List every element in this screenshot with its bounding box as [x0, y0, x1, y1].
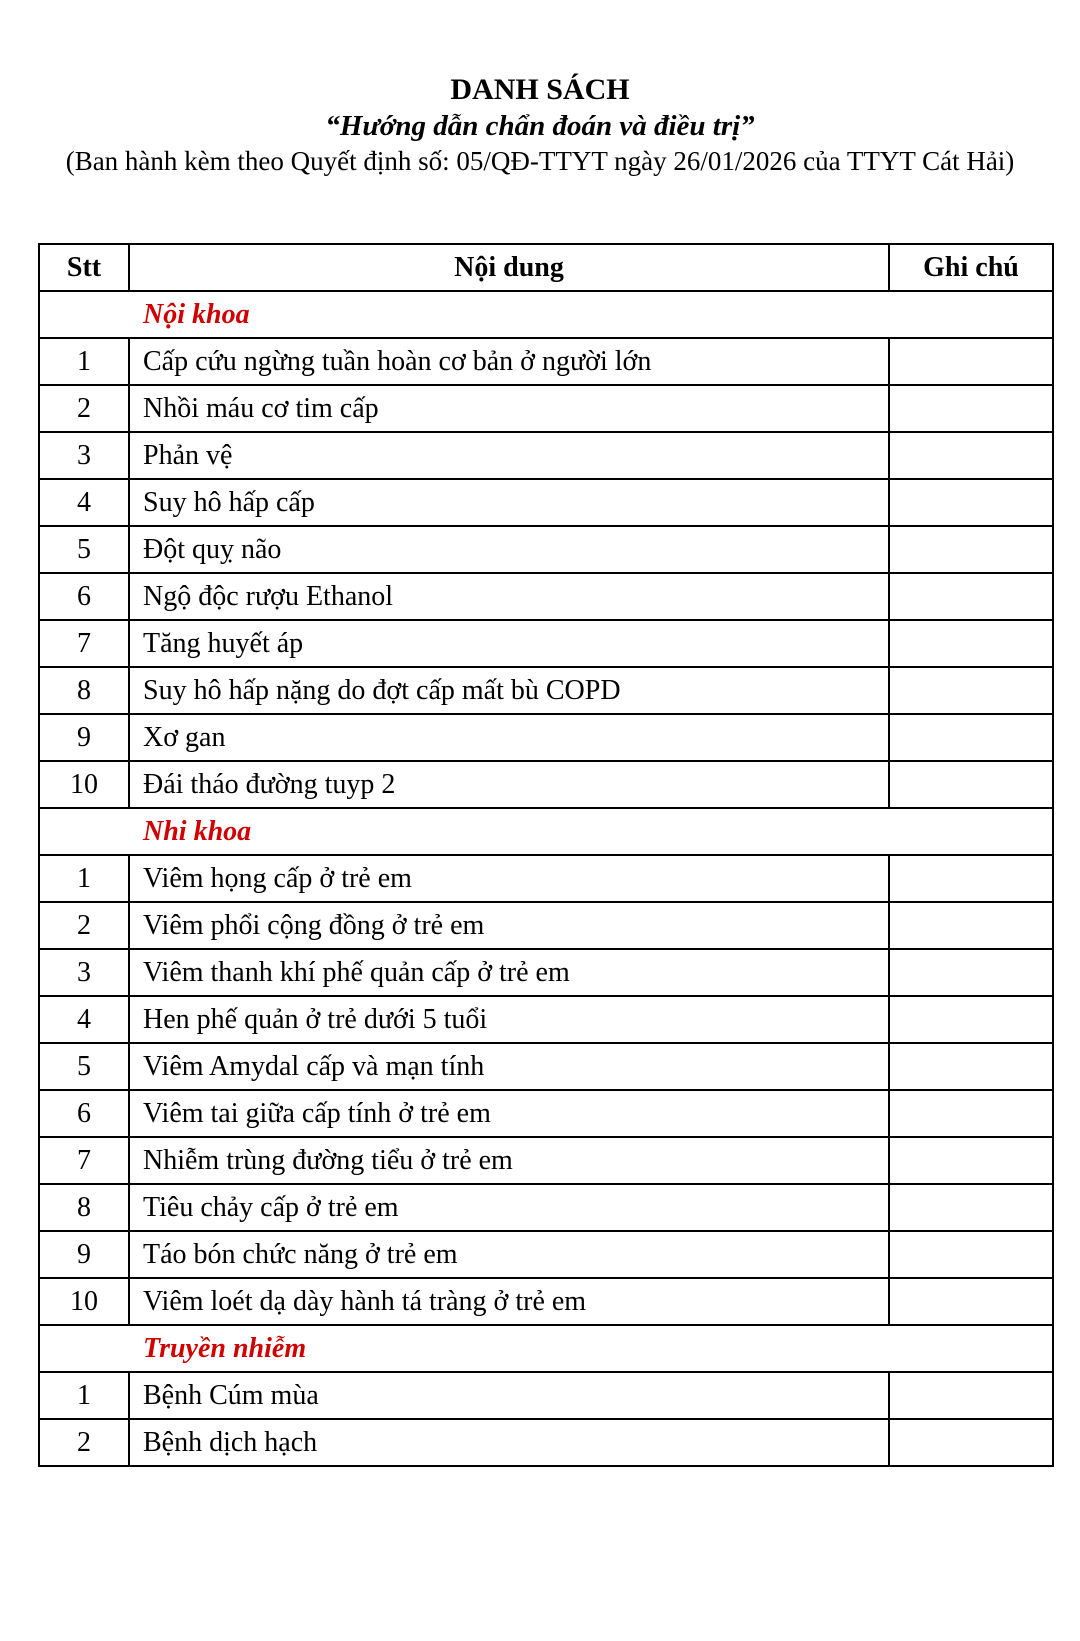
table-row	[39, 902, 1053, 949]
row-content: Bệnh Cúm mùa	[129, 1372, 889, 1419]
row-note	[889, 1278, 1053, 1325]
row-note	[889, 996, 1053, 1043]
document-title: DANH SÁCH	[450, 73, 630, 106]
row-content: Đột quỵ não	[129, 526, 889, 573]
row-number: 6	[39, 1090, 129, 1137]
table-row	[39, 1419, 1053, 1466]
row-note	[889, 1090, 1053, 1137]
row-note	[889, 949, 1053, 996]
table-row	[39, 526, 1053, 573]
row-content: Đái tháo đường tuyp 2	[129, 761, 889, 808]
table-row	[39, 479, 1053, 526]
section-row	[39, 291, 1053, 338]
document-subtitle: “Hướng dẫn chẩn đoán và điều trị”	[325, 110, 755, 142]
row-number: 9	[39, 1231, 129, 1278]
table-row	[39, 855, 1053, 902]
row-content: Viêm thanh khí phế quản cấp ở trẻ em	[129, 949, 889, 996]
row-note	[889, 479, 1053, 526]
row-number: 2	[39, 1419, 129, 1466]
row-content: Xơ gan	[129, 714, 889, 761]
row-content: Viêm loét dạ dày hành tá tràng ở trẻ em	[129, 1278, 889, 1325]
table-row	[39, 1184, 1053, 1231]
table-row	[39, 1090, 1053, 1137]
row-content: Suy hô hấp nặng do đợt cấp mất bù COPD	[129, 667, 889, 714]
row-note	[889, 1419, 1053, 1466]
row-note	[889, 1137, 1053, 1184]
row-content: Hen phế quản ở trẻ dưới 5 tuổi	[129, 996, 889, 1043]
row-number: 5	[39, 526, 129, 573]
row-number: 2	[39, 385, 129, 432]
table-body	[39, 291, 1053, 1466]
row-note	[889, 667, 1053, 714]
row-content: Viêm họng cấp ở trẻ em	[129, 855, 889, 902]
row-number: 6	[39, 573, 129, 620]
row-number: 1	[39, 855, 129, 902]
table-header-row	[39, 244, 1053, 291]
row-number: 10	[39, 761, 129, 808]
row-note	[889, 1043, 1053, 1090]
row-content: Viêm phổi cộng đồng ở trẻ em	[129, 902, 889, 949]
row-note	[889, 855, 1053, 902]
row-note	[889, 432, 1053, 479]
row-number: 7	[39, 620, 129, 667]
row-number: 8	[39, 1184, 129, 1231]
table-row	[39, 620, 1053, 667]
row-note	[889, 526, 1053, 573]
row-content: Phản vệ	[129, 432, 889, 479]
section-row	[39, 808, 1053, 855]
section-row	[39, 1325, 1053, 1372]
row-number: 1	[39, 1372, 129, 1419]
row-note	[889, 1184, 1053, 1231]
row-content: Tăng huyết áp	[129, 620, 889, 667]
guideline-table	[38, 243, 1054, 1467]
row-note	[889, 385, 1053, 432]
table-row	[39, 1278, 1053, 1325]
table-row	[39, 1043, 1053, 1090]
row-content: Ngộ độc rượu Ethanol	[129, 573, 889, 620]
header-stt: Stt	[39, 244, 129, 291]
table-row	[39, 761, 1053, 808]
row-content: Táo bón chức năng ở trẻ em	[129, 1231, 889, 1278]
table-row	[39, 573, 1053, 620]
section-title: Truyền nhiễm	[39, 1325, 1053, 1372]
row-note	[889, 338, 1053, 385]
row-content: Cấp cứu ngừng tuần hoàn cơ bản ở người lớn	[129, 338, 889, 385]
table-row	[39, 1231, 1053, 1278]
table-row	[39, 1137, 1053, 1184]
row-number: 8	[39, 667, 129, 714]
row-content: Viêm tai giữa cấp tính ở trẻ em	[129, 1090, 889, 1137]
table-row	[39, 714, 1053, 761]
row-number: 2	[39, 902, 129, 949]
header-content: Nội dung	[129, 244, 889, 291]
row-note	[889, 1372, 1053, 1419]
header-note: Ghi chú	[889, 244, 1053, 291]
section-title: Nhi khoa	[39, 808, 1053, 855]
row-note	[889, 1231, 1053, 1278]
row-content: Nhồi máu cơ tim cấp	[129, 385, 889, 432]
row-content: Tiêu chảy cấp ở trẻ em	[129, 1184, 889, 1231]
row-note	[889, 620, 1053, 667]
row-number: 5	[39, 1043, 129, 1090]
row-number: 1	[39, 338, 129, 385]
row-note	[889, 714, 1053, 761]
table-row	[39, 432, 1053, 479]
table-row	[39, 338, 1053, 385]
row-content: Nhiễm trùng đường tiểu ở trẻ em	[129, 1137, 889, 1184]
row-note	[889, 573, 1053, 620]
row-number: 3	[39, 949, 129, 996]
row-number: 3	[39, 432, 129, 479]
table-row	[39, 667, 1053, 714]
row-content: Bệnh dịch hạch	[129, 1419, 889, 1466]
row-number: 9	[39, 714, 129, 761]
row-number: 7	[39, 1137, 129, 1184]
row-number: 10	[39, 1278, 129, 1325]
table-row	[39, 996, 1053, 1043]
row-number: 4	[39, 479, 129, 526]
row-content: Viêm Amydal cấp và mạn tính	[129, 1043, 889, 1090]
section-title: Nội khoa	[39, 291, 1053, 338]
document-header	[0, 72, 1080, 178]
table-row	[39, 385, 1053, 432]
row-number: 4	[39, 996, 129, 1043]
row-note	[889, 761, 1053, 808]
row-note	[889, 902, 1053, 949]
row-content: Suy hô hấp cấp	[129, 479, 889, 526]
document-issuance-note: (Ban hành kèm theo Quyết định số: 05/QĐ-TTYT ngày 26/01/2026 của TTYT Cát Hải)	[65, 146, 1015, 176]
table-row	[39, 949, 1053, 996]
table-row	[39, 1372, 1053, 1419]
